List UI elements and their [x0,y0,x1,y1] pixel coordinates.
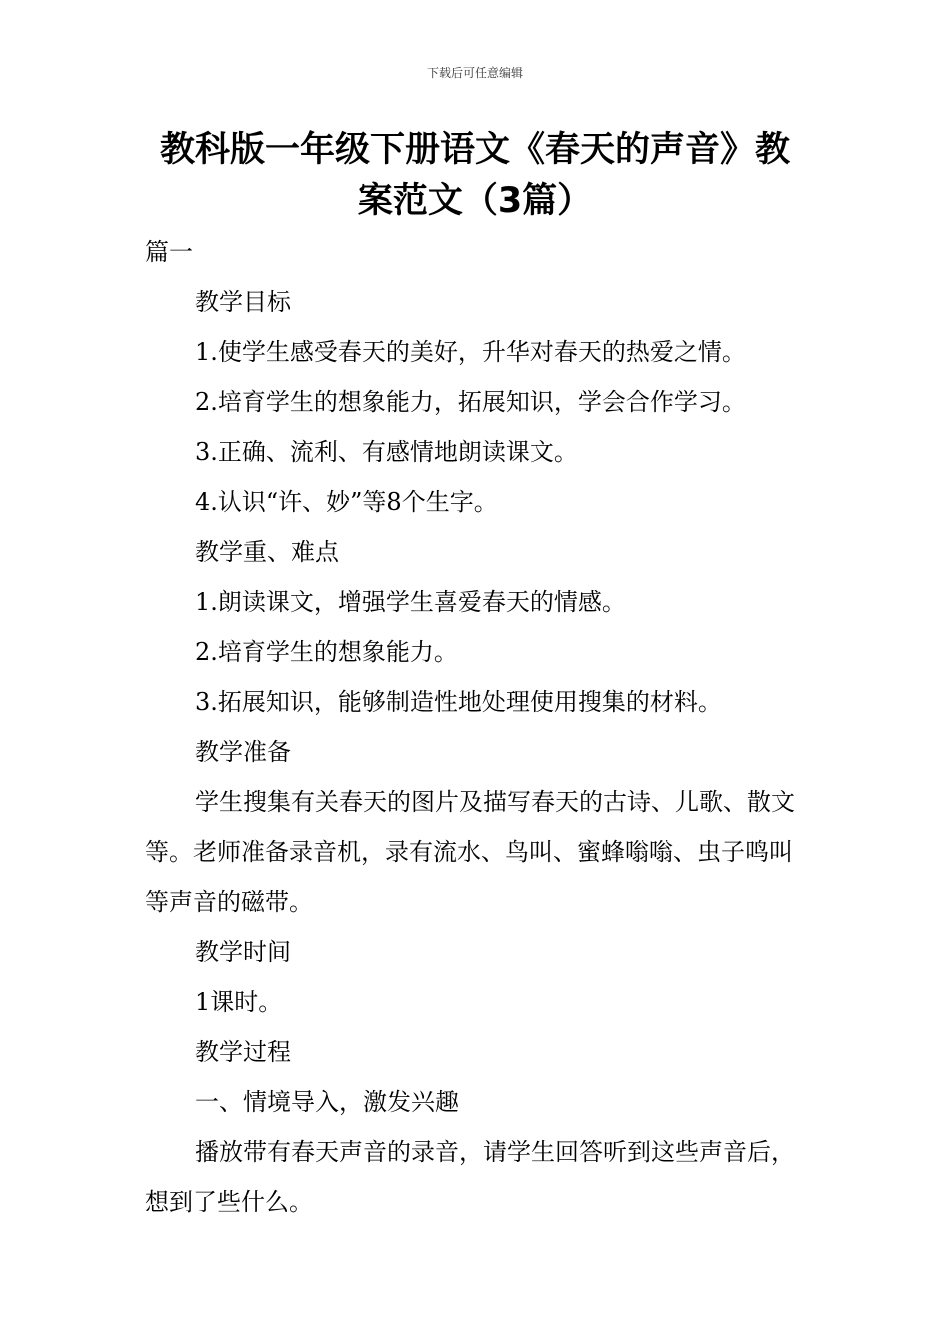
process-step-heading: 一、情境导入，激发兴趣 [195,1088,459,1116]
heading-teaching-time: 教学时间 [195,938,291,966]
heading-teaching-process: 教学过程 [195,1038,291,1066]
key-point-item: 1.朗读课文，增强学生喜爱春天的情感。 [195,588,626,616]
goal-item: 4.认识“许、妙”等8个生字。 [195,488,498,516]
heading-key-points: 教学重、难点 [195,538,339,566]
document-title: 教科版一年级下册语文《春天的声音》教案范文（3篇） [159,130,790,221]
goal-item: 2.培育学生的想象能力，拓展知识，学会合作学习。 [195,388,746,416]
goal-item: 3.正确、流利、有感情地朗读课文。 [195,438,578,466]
heading-teaching-goals: 教学目标 [195,288,291,316]
key-point-item: 3.拓展知识，能够制造性地处理使用搜集的材料。 [195,688,722,716]
teaching-time-value: 1课时。 [195,988,283,1016]
section-label: 篇一 [145,238,193,266]
process-step-paragraph: 播放带有春天声音的录音，请学生回答听到这些声音后，想到了些什么。 [145,1138,795,1216]
document-body [145,227,810,1227]
key-point-item: 2.培育学生的想象能力。 [195,638,458,666]
preparation-paragraph: 学生搜集有关春天的图片及描写春天的古诗、儿歌、散文等。老师准备录音机，录有流水、鸟叫、蜜蜂嗡嗡、虫子鸣叫等声音的磁带。 [145,788,795,916]
goal-item: 1.使学生感受春天的美好，升华对春天的热爱之情。 [195,338,746,366]
page-header-note: 下载后可任意编辑 [426,66,523,80]
heading-preparation: 教学准备 [195,738,291,766]
